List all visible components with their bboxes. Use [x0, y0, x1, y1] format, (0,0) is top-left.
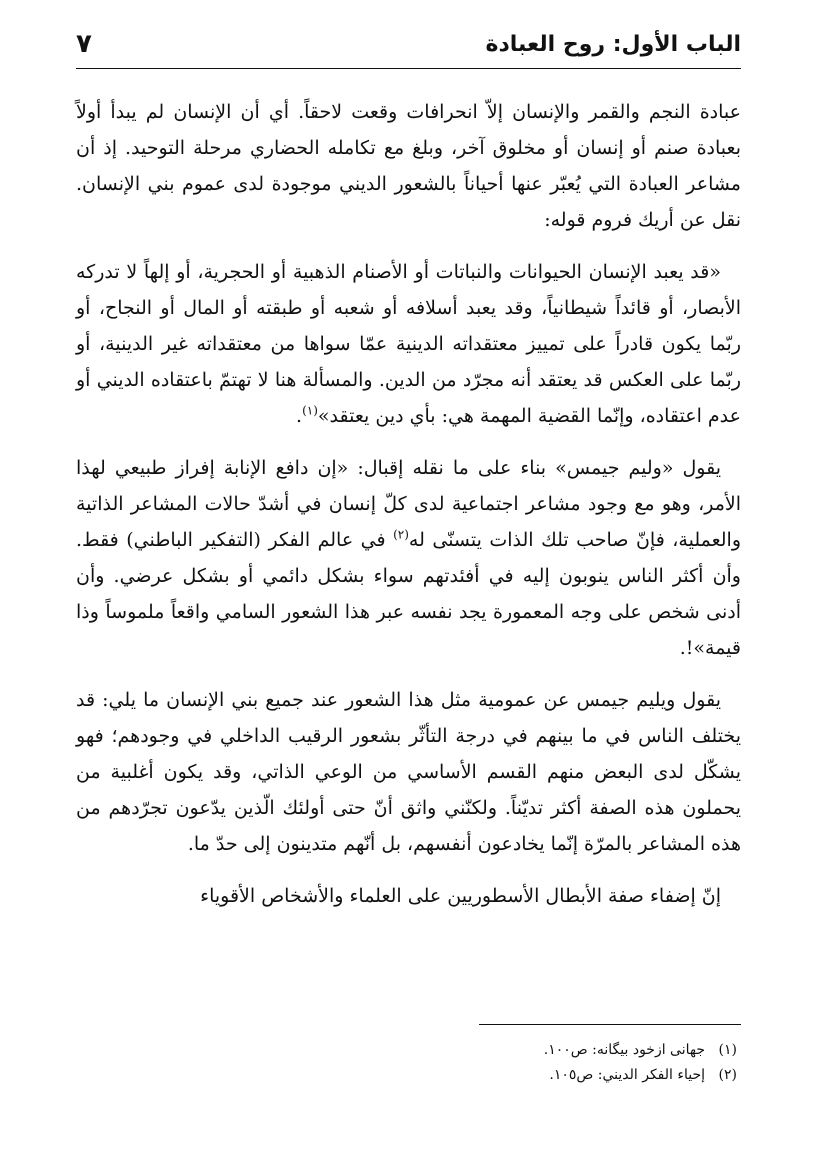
footnote-reference[interactable]: (١)	[302, 403, 318, 418]
body-text	[76, 94, 741, 930]
paragraph	[76, 878, 741, 914]
page-number: ٧	[76, 29, 92, 59]
paragraph-text: «قد يعبد الإنسان الحيوانات والنباتات أو الأصنام الذهبية أو الحجرية، أو إلهاً لا تدركه الأبصار، أو قائداً شيطانياً، وقد يعبد أسلافه أو شعبه أو طبقته أو المال أو النجاح، أو ربّما يكون قادراً على تمييز معتقداته الدينية عمّا سواها من معتقداته غير الدينية، أو ربّما على العكس قد يعتقد أنه مجرّد من الدين. والمسألة هنا لا تهتمّ باعتقاده الديني أو عدم اعتقاده، وإنّما القضية المهمة هي: بأي دين يعتقد»	[76, 261, 741, 427]
paragraph-text-tail: .	[296, 405, 303, 427]
footnote	[76, 1063, 737, 1088]
footnote	[76, 1038, 737, 1063]
running-title: الباب الأول: روح العبادة	[485, 31, 741, 57]
paragraph-text: يقول ويليم جيمس عن عمومية مثل هذا الشعور عند جميع بني الإنسان ما يلي: قد يختلف الناس في ما بينهم في درجة التأثّر بشعور الرقيب الداخلي في وجودهم؛ فهو يشكّل لدى البعض منهم القسم الأساسي من الوعي الذاتي، وقد يكون أغلبية من يحملون هذه الصفة أكثر تديّناً. ولكنّني واثق أنّ حتى أولئك الّذين يدّعون تجرّدهم من هذه المشاعر بالمرّة إنّما يخادعون أنفسهم، بل أنّهم متدينون إلى حدّ ما.	[76, 689, 741, 855]
paragraph	[76, 94, 741, 238]
footnote-reference[interactable]: (٢)	[393, 527, 409, 542]
paragraph-text: إنّ إضفاء صفة الأبطال الأسطوريين على العلماء والأشخاص الأقوياء	[200, 885, 721, 907]
paragraph	[76, 254, 741, 434]
footnote-divider	[479, 1024, 741, 1025]
footnote-number: (٢)	[718, 1067, 737, 1083]
paragraph-text-tail: في عالم الفكر (التفكير الباطني) فقط. وأن أكثر الناس ينوبون إليه في أفئدتهم سواء بشكل دائمي أو بشكل عرضي. وأن أدنى شخص على وجه المعمورة يجد نفسه عبر هذا الشعور السامي واقعاً ملموساً وذا قيمة»!.	[76, 529, 741, 659]
footnote-text: إحياء الفكر الديني: ص١٠٥.	[549, 1067, 705, 1083]
paragraph	[76, 682, 741, 862]
footnotes	[76, 1038, 737, 1088]
paragraph-text: عبادة النجم والقمر والإنسان إلاّ انحرافات وقعت لاحقاً. أي أن الإنسان لم يبدأ أولاً بعبادة صنم أو إنسان أو مخلوق آخر، وبلغ مع تكامله الحضاري مرحلة التوحيد. إذ أن مشاعر العبادة التي يُعبّر عنها أحياناً بالشعور الديني موجودة لدى عموم بني الإنسان. نقل عن أريك فروم قوله:	[76, 101, 741, 231]
page-header	[76, 22, 741, 66]
header-divider	[76, 68, 741, 69]
paragraph	[76, 450, 741, 666]
footnote-text: جهانى ازخود بيگانه: ص١٠٠.	[543, 1042, 705, 1058]
paragraph-text: يقول «وليم جيمس» بناء على ما نقله إقبال: «إن دافع الإنابة إفراز طبيعي لهذا الأمر، وهو مع وجود مشاعر اجتماعية لدى كلّ إنسان في أشدّ حالات المشاعر الذاتية والعملية، فإنّ صاحب تلك الذات يتسنّى له	[76, 457, 742, 551]
footnote-number: (١)	[718, 1042, 737, 1058]
